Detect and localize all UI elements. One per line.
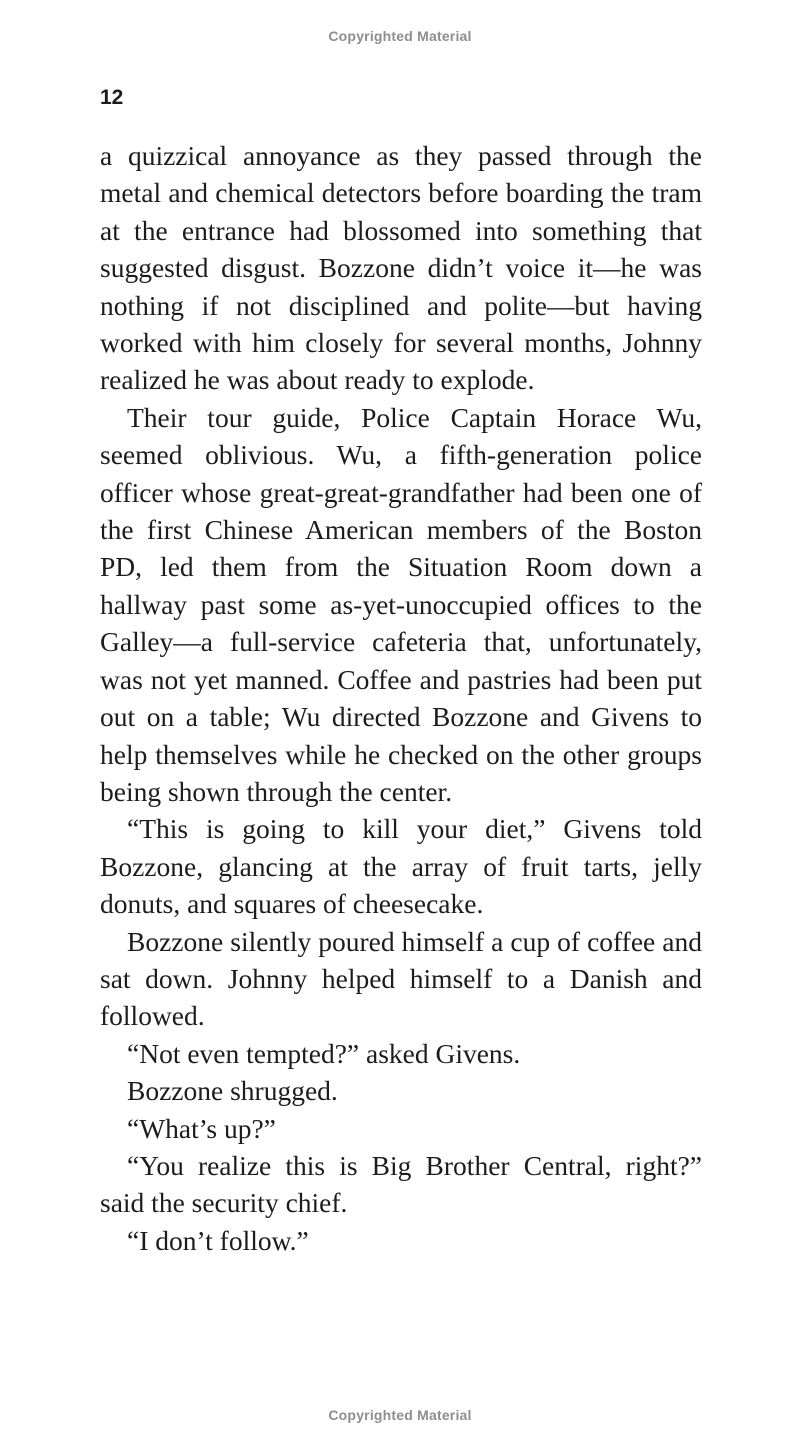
paragraph: “I don’t follow.” — [127, 1224, 309, 1256]
paragraph: a quizzical annoyance as they passed through the metal and chemical detectors before boarding the tram at the entrance had blossomed into something that suggested disgust. Bozzone didn’t voice it—he was nothing if not disciplined and polite—but having worked with him closely for several months, Johnny realized he was about ready to explode. — [100, 140, 702, 396]
paragraph: Bozzone shrugged. — [127, 1075, 338, 1107]
paragraph: “What’s up?” — [127, 1112, 276, 1144]
paragraph: “Not even tempted?” asked Givens. — [127, 1037, 521, 1069]
copyright-watermark-top: Copyrighted Material — [328, 28, 472, 44]
paragraph: Their tour guide, Police Captain Horace Wu, seemed oblivious. Wu, a fifth-generation police officer whose great-great-grandfather had been one of the first Chinese American members of the Boston PD, led them from the Situation Room down a hallway past some as-yet-unoccupied offices to the Galley—a full-service cafeteria that, unfortunately, was not yet manned. Coffee and pastries had been put out on a table; Wu directed Bozzone and Givens to help themselves while he checked on the other groups being shown through the center. — [100, 401, 702, 807]
paragraph: “This is going to kill your diet,” Givens told Bozzone, glancing at the array of fruit tarts, jelly donuts, and squares of cheesecake. — [100, 813, 702, 920]
body-text — [100, 137, 702, 1259]
paragraph: “You realize this is Big Brother Central, right?” said the security chief. — [100, 1149, 702, 1219]
paragraph: Bozzone silently poured himself a cup of coffee and sat down. Johnny helped himself to a Danish and followed. — [100, 925, 702, 1032]
copyright-watermark-bottom: Copyrighted Material — [328, 1407, 472, 1423]
page-number: 12 — [100, 86, 124, 109]
